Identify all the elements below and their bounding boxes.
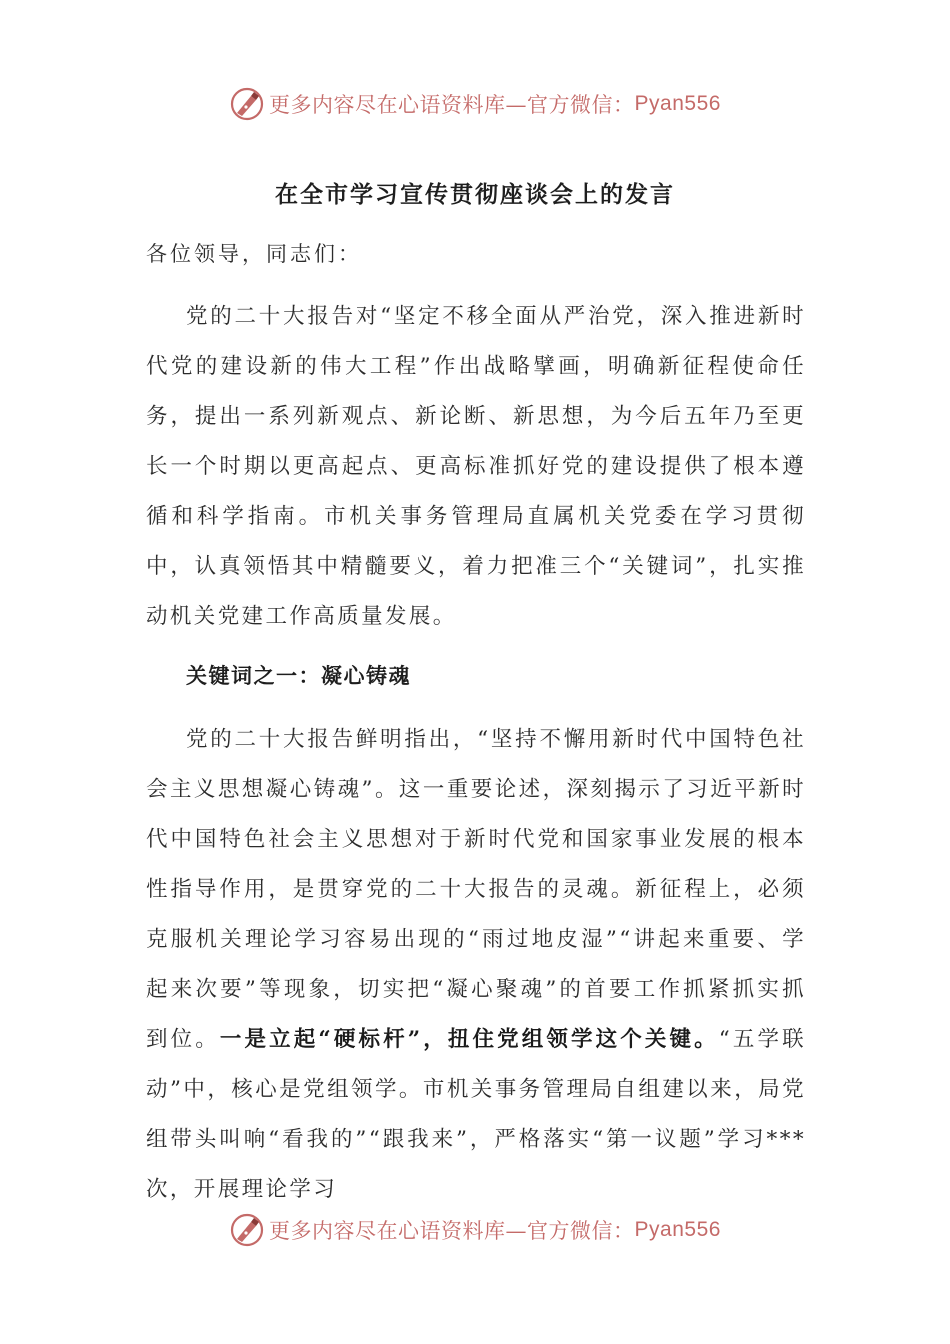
section-1-text-a: 党的二十大报告鲜明指出，“坚持不懈用新时代中国特色社会主义思想凝心铸魂”。这一重要论述，深刻揭示了习近平新时代中国特色社会主义思想对于新时代党和国家事业发展的根本性指导作用，是贯穿党的二十大报告的灵魂。新征程上，必须克服机关理论学习容易出现的“雨过地皮湿”“讲起来重要、学起来次要”等现象，切实把“凝心聚魂”的首要工作抓紧抓实抓到位。 [146, 727, 806, 1052]
watermark-text: 更多内容尽在心语资料库—官方微信： [269, 93, 635, 117]
intro-paragraph: 党的二十大报告对“坚定不移全面从严治党，深入推进新时代党的建设新的伟大工程”作出战略擘画，明确新征程使命任务，提出一系列新观点、新论断、新思想，为今后五年乃至更长一个时期以更高起点、更高标准抓好党的建设提供了根本遵循和科学指南。市机关事务管理局直属机关党委在学习贯彻中，认真领悟其中精髓要义，着力把准三个“关键词”，扎实推动机关党建工作高质量发展。 [146, 304, 806, 629]
salutation: 各位领导，同志们： [146, 242, 362, 266]
watermark-wechat-id: Pyan556 [634, 92, 721, 115]
section-1-paragraph [146, 715, 806, 1215]
pen-nib-logo-icon [229, 1212, 265, 1248]
watermark-banner-bottom [0, 1210, 950, 1250]
watermark-banner-top [0, 84, 950, 124]
section-1-text-b: “五学联动”中，核心是党组领学。市机关事务管理局自组建以来，局党组带头叫响“看我的”“跟我来”，严格落实“第一议题”学习***次，开展理论学习 [146, 1027, 806, 1202]
watermark-text: 更多内容尽在心语资料库—官方微信： [269, 1219, 635, 1243]
document-title: 在全市学习宣传贯彻座谈会上的发言 [275, 181, 675, 208]
section-1-bold-point: 一是立起“硬标杆”，扭住党组领学这个关键。 [219, 1027, 719, 1052]
watermark-wechat-id: Pyan556 [634, 1218, 721, 1241]
pen-nib-logo-icon [229, 86, 265, 122]
section-heading-1: 关键词之一：凝心铸魂 [186, 663, 411, 688]
